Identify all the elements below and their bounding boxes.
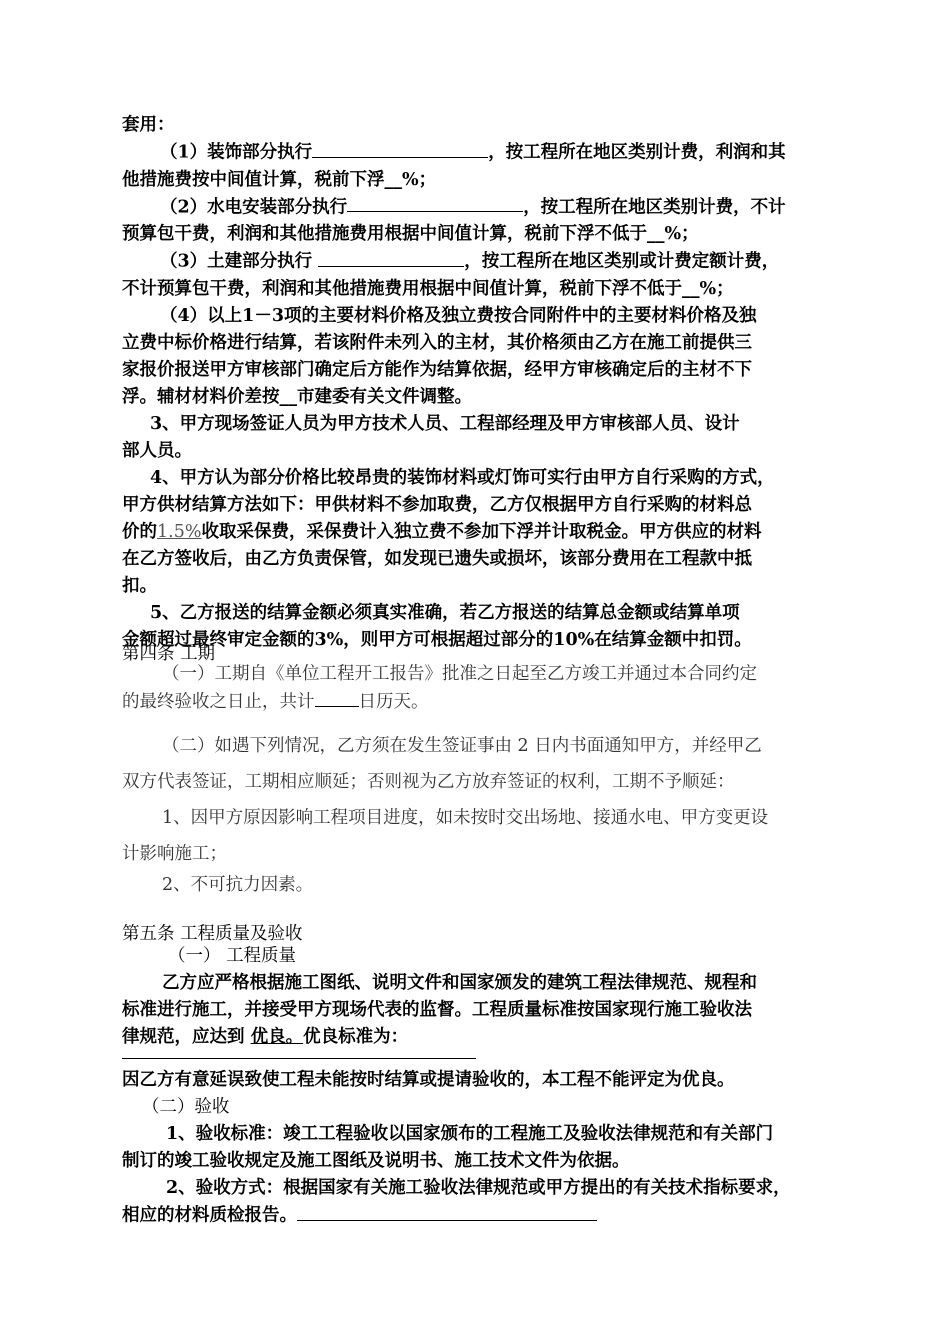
blank-field (318, 248, 464, 267)
clause4-line2: 甲方供材结算方法如下：甲供材料不参加取费，乙方仅根据甲方自行采购的材料总 (122, 494, 752, 515)
quality-section: （一） 工程质量 乙方应严格根据施工图纸、说明文件和国家颁发的建筑工程法律规范、规程和 标准进行施工，并接受甲方现场代表的监督。工程质量标准按国家现行施工验收法 律规范，应达到 优良。优良标准为： (122, 943, 834, 1051)
acceptance-title: （二）验收 (142, 1097, 230, 1117)
clause4-line3: 价的1.5%收取采保费，采保费计入独立费不参加下浮并计取税金。甲方供应的材料 (122, 521, 762, 542)
clause4-line1: 4、甲方认为部分价格比较昂贵的装饰材料或灯饰可实行由甲方自行采购的方式， (150, 467, 775, 488)
rate-value: 1.5% (157, 521, 202, 542)
quality-note: 因乙方有意延误致使工程未能按时结算或提请验收的，本工程不能评定为优良。 （二）验收 1、验收标准：竣工工程验收以国家颁布的工程施工及验收法律规范和有关部门 制订的竣工验收规定及施工图纸及说明书、施工技术文件为依据。 2、验收方式：根据国家有关施工验收法律规范或甲方提出的有关技术指标要求， 相应的材料质检报告。 (122, 1067, 834, 1230)
item2-line2: 预算包干费，利润和其他措施费用根据中间值计算，税前下浮不低于__%； (122, 224, 699, 244)
clause3-line2: 部人员。 (122, 440, 192, 461)
clause5-line2: 金额超过最终审定金额的3%，则甲方可根据超过部分的10%在结算金额中扣罚。 (122, 629, 752, 650)
clause4-line5: 扣。 (122, 575, 157, 596)
item4-line1: （4）以上1－3项的主要材料价格及独立费按合同附件中的主要材料价格及独 (160, 305, 757, 326)
apply-section (122, 112, 834, 654)
item3-line1: （3）土建部分执行 ，按工程所在地区类别或计费定额计费， (122, 248, 834, 276)
item1-line2: 他措施费按中间值计算，税前下浮__%； (122, 169, 437, 190)
clause4-line4: 在乙方签收后，由乙方负责保管，如发现已遗失或损坏，该部分费用在工程款中抵 (122, 548, 752, 569)
article4-case2: 2、不可抗力因素。 (162, 875, 314, 895)
item2-line1: （2）水电安装部分执行 ，按工程所在地区类别计费，不计 (122, 194, 834, 222)
article4-para2: （二）如遇下列情况，乙方须在发生签证事由 2 日内书面通知甲方，并经甲乙 双方代表签证，工期相应顺延；否则视为乙方放弃签证的权利，工期不予顺延： (122, 736, 762, 792)
apply-label: 套用： (122, 115, 175, 135)
article4-para1: （一）工期自《单位工程开工报告》批准之日起至乙方竣工并通过本合同约定 的最终验收之日止，共计 日历天。 (122, 664, 757, 712)
clause5-line1: 5、乙方报送的结算金额必须真实准确，若乙方报送的结算总金额或结算单项 (150, 602, 740, 623)
item1-line1: （1）装饰部分执行 ，按工程所在地区类别计费，利润和其 (122, 139, 834, 167)
article4-heading: 第四条 工期 (122, 644, 216, 664)
report-blank (297, 1202, 597, 1221)
clause3-line1: 3、甲方现场签证人员为甲方技术人员、工程部经理及甲方审核部人员、设计 (150, 413, 740, 434)
item4-line4: 浮。辅材材料价差按__市建委有关文件调整。 (122, 386, 472, 407)
item3-line2: 不计预算包干费，利润和其他措施费用根据中间值计算，税前下浮不低于__%； (122, 278, 734, 299)
blank-field (347, 194, 523, 213)
article4-cases: 1、因甲方原因影响工程项目进度，如未按时交出场地、接通水电、甲方变更设 计影响施工； (122, 808, 769, 864)
days-blank (315, 689, 359, 708)
blank-field (312, 139, 488, 158)
item4-line2: 立费中标价格进行结算，若该附件未列入的主材，其价格须由乙方在施工前提供三 (122, 332, 752, 353)
quality-title: （一） 工程质量 (168, 946, 297, 966)
article5-heading: 第五条 工程质量及验收 (122, 924, 303, 944)
item4-line3: 家报价报送甲方审核部门确定后方能作为结算依据，经甲方审核确定后的主材不下 (122, 359, 752, 380)
quality-grade: 优良。 (250, 1027, 304, 1047)
standard-blank-line (122, 1058, 476, 1059)
